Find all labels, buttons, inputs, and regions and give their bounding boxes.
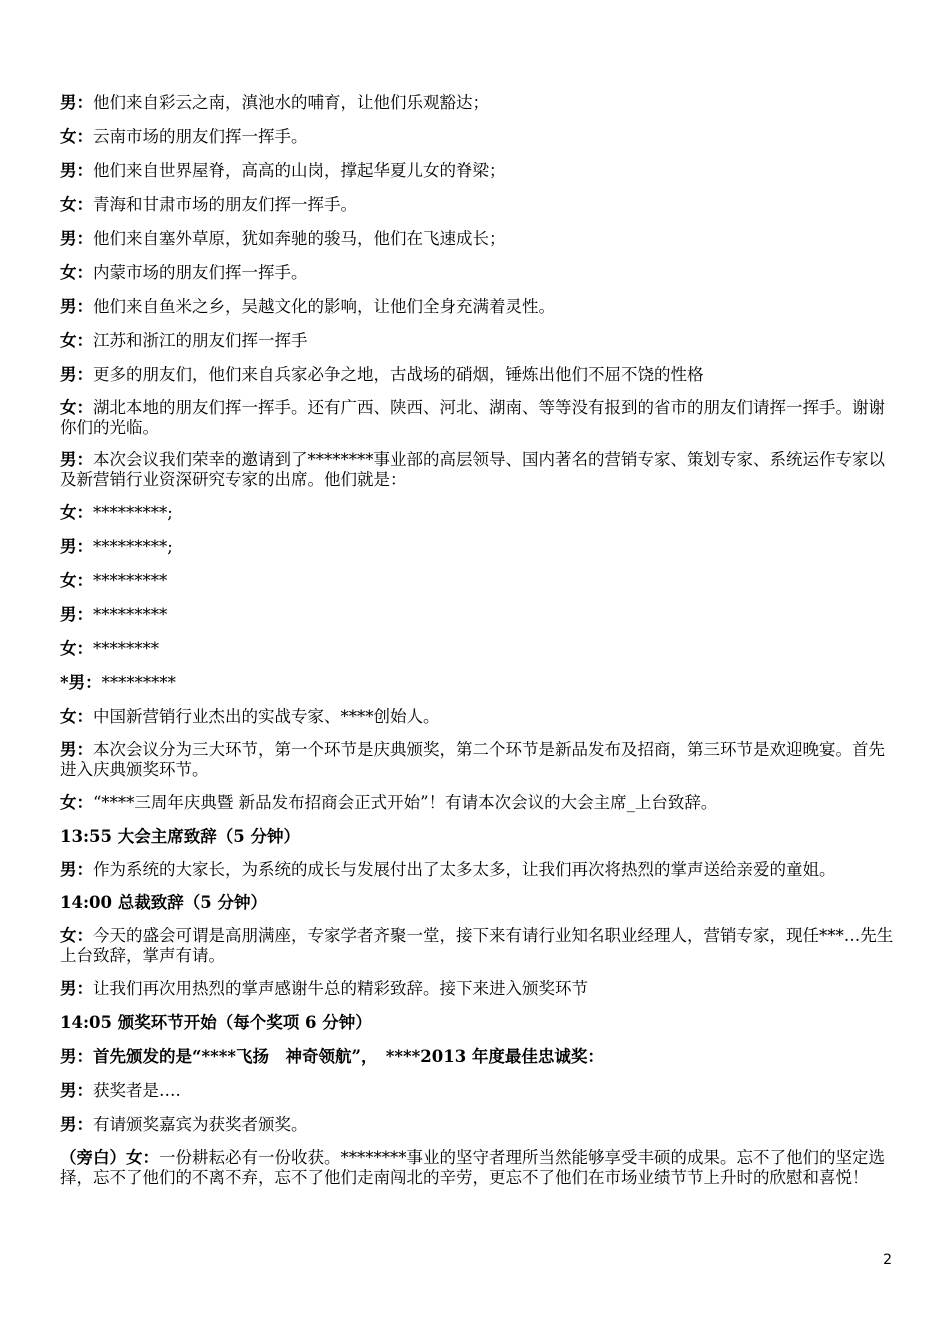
speaker-label: 男： [60,229,93,248]
section-heading: 14:05 颁奖环节开始（每个奖项 6 分钟） [60,1013,372,1032]
dialogue-line [60,1148,894,1188]
speaker-label: 男： [60,365,93,384]
line-text: *********; [93,503,173,522]
dialogue-line [60,926,894,966]
page-number: 2 [883,1252,892,1268]
speaker-label: 女： [60,793,93,812]
dialogue-line [60,978,894,1000]
line-text: ********* [93,605,168,624]
speaker-label: 男： [60,1081,93,1100]
line-text: 让我们再次用热烈的掌声感谢牛总的精彩致辞。接下来进入颁奖环节 [93,979,588,998]
dialogue-line [60,126,894,148]
dialogue-line [60,398,894,438]
section-heading: 13:55 大会主席致辞（5 分钟） [60,827,300,846]
speaker-label: 男： [60,605,93,624]
speaker-label: *男： [60,673,102,692]
script-body [60,92,894,1200]
dialogue-line [60,160,894,182]
speaker-label: 男： [60,740,93,759]
line-text: “****三周年庆典暨 新品发布招商会正式开始”！有请本次会议的大会主席_上台致辞。 [93,793,718,812]
line-text: 本次会议我们荣幸的邀请到了********事业部的高层领导、国内著名的营销专家、策划专家、系统运作专家以及新营销行业资深研究专家的出席。他们就是： [60,450,885,489]
line-text: 更多的朋友们，他们来自兵家必争之地，古战场的硝烟，锤炼出他们不屈不饶的性格 [93,365,704,384]
speaker-label: （旁白）女： [60,1148,159,1167]
line-text: 本次会议分为三大环节，第一个环节是庆典颁奖，第二个环节是新品发布及招商，第三环节是欢迎晚宴。首先进入庆典颁奖环节。 [60,740,885,779]
line-text: 他们来自世界屋脊，高高的山岗，撑起华夏儿女的脊梁； [93,161,506,180]
dialogue-line [60,502,894,524]
line-text: 有请颁奖嘉宾为获奖者颁奖。 [93,1115,308,1134]
speaker-label: 男： [60,979,93,998]
speaker-label: 男： [60,537,93,556]
dialogue-line [60,228,894,250]
speaker-label: 女： [60,331,93,350]
line-text: 一份耕耘必有一份收获。********事业的坚守者理所当然能够享受丰硕的成果。忘不了他们的坚定选择，忘不了他们的不离不弃，忘不了他们走南闯北的辛劳，更忘不了他们在市场业绩节节上升时的欣慰和喜悦！ [60,1148,885,1187]
dialogue-line [60,740,894,780]
dialogue-line [60,536,894,558]
line-text: 他们来自彩云之南，滇池水的哺育，让他们乐观豁达； [93,93,489,112]
speaker-label: 男： [60,297,93,316]
line-text: ******** [93,639,159,658]
dialogue-line [60,296,894,318]
speaker-label: 女： [60,503,93,522]
line-text: 江苏和浙江的朋友们挥一挥手 [93,331,308,350]
dialogue-line [60,92,894,114]
dialogue-line [60,672,894,694]
line-text: 他们来自鱼米之乡，吴越文化的影响，让他们全身充满着灵性。 [93,297,555,316]
speaker-label: 女： [60,639,93,658]
speaker-label: 女： [60,398,93,417]
line-text: ********* [101,673,176,692]
speaker-label: 女： [60,127,93,146]
speaker-label: 男： [60,161,93,180]
section-heading: 14:00 总裁致辞（5 分钟） [60,893,267,912]
speaker-label: 女： [60,926,93,945]
line-text: 作为系统的大家长，为系统的成长与发展付出了太多太多，让我们再次将热烈的掌声送给亲爱的童姐。 [93,860,836,879]
line-text: 获奖者是…. [93,1081,181,1100]
line-text: 他们来自塞外草原，犹如奔驰的骏马，他们在飞速成长； [93,229,506,248]
line-text: 内蒙市场的朋友们挥一挥手。 [93,263,308,282]
dialogue-line [60,570,894,592]
speaker-label: 女： [60,263,93,282]
dialogue-line [60,194,894,216]
speaker-label: 男： [60,1115,93,1134]
dialogue-line [60,860,894,880]
speaker-label: 男： [60,93,93,112]
line-text: 云南市场的朋友们挥一挥手。 [93,127,308,146]
line-text: 中国新营销行业杰出的实战专家、****创始人。 [93,707,440,726]
speaker-label: 男： [60,450,93,469]
line-text: 湖北本地的朋友们挥一挥手。还有广西、陕西、河北、湖南、等等没有报到的省市的朋友们请挥一挥手。谢谢你们的光临。 [60,398,885,437]
dialogue-line [60,330,894,352]
dialogue-line [60,706,894,728]
speaker-label: 男： [60,860,93,879]
speaker-label: 女： [60,707,93,726]
dialogue-line [60,1114,894,1136]
speaker-label: 女： [60,571,93,590]
line-text: 今天的盛会可谓是高朋满座，专家学者齐聚一堂，接下来有请行业知名职业经理人，营销专家，现任***…先生上台致辞，掌声有请。 [60,926,894,965]
dialogue-line [60,450,894,490]
line-text: 青海和甘肃市场的朋友们挥一挥手。 [93,195,357,214]
line-text: ********* [93,571,168,590]
line-text: *********; [93,537,173,556]
dialogue-line [60,792,894,814]
award-announcement: 男：首先颁发的是“****飞扬 神奇领航”， ****2013 年度最佳忠诚奖： [60,1047,604,1066]
dialogue-line [60,364,894,386]
dialogue-line [60,638,894,660]
dialogue-line [60,1080,894,1102]
speaker-label: 女： [60,195,93,214]
dialogue-line [60,262,894,284]
dialogue-line [60,604,894,626]
